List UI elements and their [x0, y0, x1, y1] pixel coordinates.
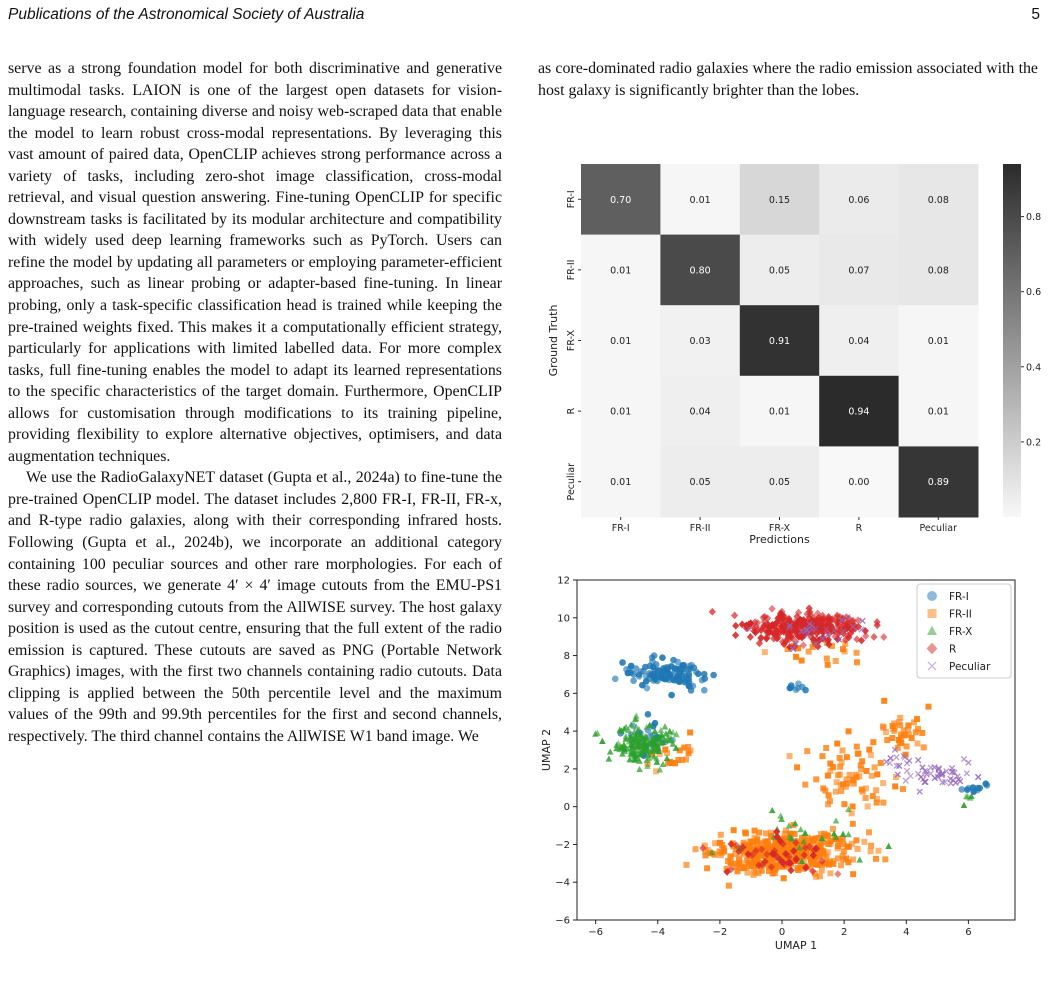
point-fr-ii	[736, 860, 742, 866]
cell-value-label: 0.80	[689, 265, 711, 277]
cell-value-label: 0.01	[610, 265, 632, 277]
point-fr-ii	[863, 795, 869, 801]
point-fr-ii	[799, 658, 805, 664]
point-fr-ii	[841, 801, 847, 807]
point-fr-ii	[819, 867, 825, 873]
point-fr-ii	[892, 783, 898, 789]
point-fr-ii	[833, 658, 839, 664]
cell-value-label: 0.94	[848, 406, 870, 418]
point-fr-ii	[873, 787, 879, 793]
x-axis-label: UMAP 1	[774, 939, 818, 952]
y-tick-label: Peculiar	[566, 462, 577, 501]
point-fr-i	[642, 664, 649, 671]
point-fr-ii	[850, 871, 856, 877]
cell-value-label: 0.04	[689, 406, 711, 418]
legend	[917, 584, 1011, 678]
point-fr-ii	[712, 840, 718, 846]
point-fr-ii	[905, 723, 911, 729]
point-fr-i	[623, 666, 630, 673]
colorbar-tick-label: 0.2	[1026, 437, 1042, 449]
cell-value-label: 0.01	[610, 336, 632, 347]
point-fr-i	[670, 657, 677, 664]
point-fr-i	[687, 665, 694, 672]
point-fr-ii	[904, 743, 910, 749]
x-tick-label: 0	[778, 927, 786, 938]
point-fr-ii	[679, 757, 685, 763]
legend-label: FR-I	[949, 591, 969, 603]
point-fr-ii	[750, 840, 756, 846]
y-tick-label: R	[566, 407, 577, 415]
y-tick-label: 8	[563, 651, 570, 663]
point-fr-ii	[828, 841, 834, 847]
point-fr-ii	[874, 800, 880, 806]
cell-value-label: 0.07	[848, 265, 870, 277]
y-tick-label: FR-II	[566, 259, 577, 281]
point-fr-ii	[880, 800, 886, 806]
y-axis-label: Ground Truth	[547, 304, 560, 377]
point-fr-ii	[882, 856, 888, 862]
point-fr-ii	[896, 737, 902, 743]
point-fr-ii	[846, 728, 852, 734]
point-fr-ii	[743, 830, 749, 836]
point-fr-ii	[838, 788, 844, 794]
point-fr-ii	[837, 772, 843, 778]
point-fr-ii	[735, 868, 741, 874]
point-fr-ii	[802, 782, 808, 788]
point-fr-ii	[868, 752, 874, 758]
point-fr-ii	[794, 764, 800, 770]
umap-scatter-chart	[538, 568, 1018, 960]
point-fr-ii	[840, 853, 846, 859]
cell-value-label: 0.00	[848, 477, 870, 489]
point-fr-i	[788, 682, 795, 689]
x-tick-label: −4	[650, 927, 666, 938]
point-fr-ii	[754, 853, 760, 859]
point-fr-ii	[827, 798, 833, 804]
point-fr-ii	[736, 855, 742, 861]
point-fr-ii	[835, 845, 841, 851]
point-fr-i	[649, 658, 656, 665]
x-tick-label: Peculiar	[919, 523, 958, 534]
point-fr-ii	[880, 780, 886, 786]
point-fr-ii	[919, 730, 925, 736]
point-fr-i	[612, 675, 619, 682]
point-fr-ii	[898, 732, 904, 738]
point-fr-i	[643, 678, 650, 685]
point-fr-ii	[762, 649, 768, 655]
point-fr-ii	[833, 789, 839, 795]
point-fr-ii	[693, 846, 699, 852]
colorbar	[1003, 164, 1021, 517]
point-fr-ii	[721, 845, 727, 851]
point-fr-ii	[866, 829, 872, 835]
cell-value-label: 0.01	[768, 406, 791, 418]
point-fr-i	[982, 780, 989, 787]
colorbar-tick-label: 0.6	[1026, 287, 1042, 299]
point-fr-i	[965, 785, 972, 792]
point-fr-ii	[718, 832, 724, 838]
point-fr-ii	[870, 739, 876, 745]
y-tick-label: −4	[555, 877, 570, 889]
point-fr-i	[630, 677, 637, 684]
point-fr-ii	[906, 732, 912, 738]
point-fr-ii	[681, 745, 687, 751]
cell-value-label: 0.08	[927, 265, 949, 277]
point-fr-i	[675, 678, 682, 685]
point-fr-ii	[824, 656, 830, 662]
point-fr-ii	[795, 867, 801, 873]
page-header	[8, 6, 1040, 28]
point-fr-ii	[751, 872, 757, 878]
point-fr-ii	[844, 754, 850, 760]
point-fr-ii	[845, 859, 851, 865]
point-fr-ii	[854, 659, 860, 665]
cell-value-label: 0.01	[610, 406, 632, 418]
point-fr-ii	[842, 648, 848, 654]
point-fr-ii	[813, 776, 819, 782]
point-fr-ii	[830, 861, 836, 867]
cell-value-label: 0.15	[768, 194, 791, 206]
y-tick-label: −2	[555, 839, 570, 851]
point-fr-i	[655, 668, 662, 675]
point-fr-ii	[830, 826, 836, 832]
cell-value-label: 0.04	[848, 336, 870, 347]
point-fr-ii	[878, 760, 884, 766]
point-fr-ii	[810, 838, 816, 844]
point-fr-ii	[823, 745, 829, 751]
point-fr-i	[710, 672, 717, 679]
point-fr-i	[685, 675, 692, 682]
cell-value-label: 0.01	[927, 336, 949, 347]
left-column	[8, 58, 502, 748]
point-fr-ii	[850, 821, 856, 827]
legend-label: Peculiar	[949, 661, 991, 673]
x-tick-label: FR-II	[689, 523, 711, 534]
point-fr-ii	[726, 883, 732, 889]
y-tick-label: 12	[557, 575, 570, 587]
point-fr-ii	[764, 839, 770, 845]
point-fr-ii	[687, 730, 693, 736]
x-tick-label: 2	[840, 927, 848, 938]
point-fr-ii	[911, 719, 917, 725]
paragraph-2: We use the RadioGalaxyNET dataset (Gupta et al., 2024a) to fine-tune the pre-trained OpenCLIP model. The dataset includes 2,800 FR-I, FR-II, FR-x, and R-type radio galaxies, along with their corresponding infrared hosts. Following (Gupta et al., 2024b), we incorporate an additional category containing 100 peculiar sources and other rare morphologies. For each of these radio sources, we generate 4′ × 4′ image cutouts from the EMU-PS1 survey and corresponding cutouts from the AllWISE survey. The host galaxy position is used as the cutout centre, ensuring that the full extent of the radio emission is captured. These cutouts are saved as PNG (Portable Network Graphics) images, with the first two channels containing radio cutouts. Data clipping is applied between the 50th percentile level and the maximum values of the 99th and 99.9th percentiles for the first and second channels, respectively. The third channel contains the AllWISE W1 band image. We	[8, 469, 502, 745]
y-tick-label: −6	[555, 915, 570, 927]
cell-value-label: 0.05	[768, 265, 791, 277]
x-tick-label: FR-I	[611, 523, 630, 534]
point-fr-ii	[763, 830, 769, 836]
point-fr-ii	[864, 768, 870, 774]
cell-value-label: 0.91	[768, 336, 791, 347]
page-number: 5	[1031, 6, 1040, 23]
point-fr-ii	[915, 740, 921, 746]
y-tick-label: 10	[557, 613, 570, 625]
point-fr-ii	[817, 873, 823, 879]
point-fr-ii	[731, 827, 737, 833]
x-tick-label: −6	[588, 927, 604, 938]
point-fr-i	[681, 669, 688, 676]
x-tick-label: 4	[903, 927, 910, 938]
cell-value-label: 0.01	[927, 406, 949, 418]
point-fr-ii	[851, 781, 857, 787]
point-fr-ii	[818, 841, 824, 847]
point-fr-ii	[881, 725, 887, 731]
point-fr-ii	[683, 862, 689, 868]
point-fr-ii	[839, 759, 845, 765]
x-axis-label: Predictions	[749, 533, 810, 546]
point-fr-i	[701, 687, 708, 694]
x-tick-label: −2	[712, 927, 728, 938]
cell-value-label: 0.08	[927, 194, 949, 206]
point-fr-ii	[890, 726, 896, 732]
point-fr-ii	[786, 753, 792, 759]
paragraph-1: serve as a strong foundation model for both discriminative and generative multimodal tasks. LAION is one of the largest open datasets for vision-language research, containing diverse and noisy web-scraped data that enable the model to learn robust cross-modal representations. By leveraging this vast amount of paired data, OpenCLIP achieves strong performance across a variety of tasks, including zero-shot image classification, cross-modal retrieval, and visual question answering. Fine-tuning OpenCLIP for specific downstream tasks is facilitated by its modular architecture and compatibility with widely used deep learning frameworks such as PyTorch. Users can refine the model by updating all parameters or employing parameter-efficient approaches, such as linear probing or adapter-based fine-tuning. In linear probing, only a task-specific classification head is trained while keeping the pre-trained weights fixed. This makes it a computationally efficient strategy, particularly for applications with limited labelled data. For more complex tasks, full fine-tuning enables the model to adapt its learned representations to the specific characteristics of the target domain. Furthermore, OpenCLIP allows for customisation through modifications to its training pipeline, providing flexibility to explore alternative objectives, optimisers, and data augmentation techniques.	[8, 60, 502, 465]
y-tick-label: 2	[563, 764, 570, 776]
point-fr-ii	[827, 870, 833, 876]
point-fr-ii	[834, 741, 840, 747]
point-fr-ii	[781, 875, 787, 881]
point-fr-ii	[704, 865, 710, 871]
x-tick-label: FR-X	[768, 523, 791, 534]
point-fr-ii	[896, 719, 902, 725]
point-fr-ii	[861, 839, 867, 845]
cell-value-label: 0.06	[848, 194, 870, 206]
point-fr-ii	[921, 744, 927, 750]
point-fr-ii	[859, 786, 865, 792]
point-fr-ii	[913, 729, 919, 735]
cell-value-label: 0.05	[689, 477, 711, 489]
cell-value-label: 0.70	[610, 194, 632, 206]
point-fr-ii	[865, 803, 871, 809]
x-tick-label: 6	[965, 927, 972, 938]
point-fr-ii	[900, 786, 906, 792]
y-tick-label: 0	[563, 802, 570, 814]
point-fr-ii	[875, 848, 881, 854]
point-fr-ii	[838, 862, 844, 868]
point-fr-ii	[870, 793, 876, 799]
point-fr-i	[645, 711, 652, 718]
point-fr-i	[652, 673, 659, 680]
point-fr-i	[927, 591, 937, 601]
point-fr-ii	[866, 747, 872, 753]
point-fr-ii	[758, 840, 764, 846]
right-column-text: as core-dominated radio galaxies where the radio emission associated with the host galaxy is significantly brighter than the lobes.	[538, 60, 1038, 99]
point-fr-ii	[752, 828, 758, 834]
point-fr-ii	[793, 654, 799, 660]
legend-label: FR-X	[949, 626, 973, 638]
x-tick-label: R	[855, 523, 863, 534]
point-fr-ii	[825, 662, 831, 668]
colorbar-tick-label: 0.4	[1026, 362, 1042, 374]
point-fr-ii	[868, 848, 874, 854]
legend-label: FR-II	[949, 608, 972, 621]
point-fr-ii	[889, 735, 895, 741]
legend-label: R	[949, 643, 957, 656]
point-fr-i	[633, 665, 640, 672]
colorbar-tick-label: 0.8	[1026, 212, 1042, 224]
point-fr-ii	[819, 753, 825, 759]
point-fr-ii	[868, 843, 874, 849]
point-fr-i	[976, 785, 983, 792]
y-tick-label: 6	[563, 688, 570, 700]
point-fr-i	[660, 675, 667, 682]
point-fr-ii	[745, 860, 751, 866]
cell-value-label: 0.03	[689, 336, 711, 347]
point-fr-ii	[686, 750, 692, 756]
point-fr-i	[619, 659, 626, 666]
point-fr-ii	[728, 860, 734, 866]
point-fr-ii	[804, 748, 810, 754]
point-fr-ii	[855, 846, 861, 852]
point-fr-ii	[820, 785, 826, 791]
cell-value-label: 0.01	[610, 477, 632, 489]
point-fr-ii	[873, 856, 879, 862]
point-fr-i	[651, 652, 658, 659]
point-fr-i	[659, 654, 666, 661]
point-fr-ii	[854, 744, 860, 750]
confusion-matrix-chart	[538, 157, 1042, 557]
point-fr-ii	[858, 766, 864, 772]
y-tick-label: FR-I	[566, 190, 577, 209]
point-fr-ii	[872, 764, 878, 770]
point-fr-ii	[855, 751, 861, 757]
y-tick-label: 4	[563, 726, 570, 738]
journal-title: Publications of the Astronomical Society of Australia	[8, 6, 365, 23]
point-fr-ii	[928, 609, 937, 618]
point-fr-ii	[844, 843, 850, 849]
point-fr-ii	[881, 698, 887, 704]
point-fr-ii	[840, 747, 846, 753]
point-fr-ii	[869, 773, 875, 779]
cell-value-label: 0.01	[689, 194, 711, 206]
cell-value-label: 0.05	[768, 477, 791, 489]
point-fr-ii	[830, 764, 836, 770]
point-fr-ii	[925, 704, 931, 710]
point-fr-i	[668, 692, 675, 699]
point-fr-ii	[825, 773, 831, 779]
point-fr-i	[662, 667, 669, 674]
point-fr-ii	[850, 804, 856, 810]
point-fr-ii	[824, 855, 830, 861]
cell-value-label: 0.89	[927, 477, 949, 489]
point-fr-ii	[874, 771, 880, 777]
point-fr-i	[702, 675, 709, 682]
point-fr-i	[685, 683, 692, 690]
point-fr-i	[799, 684, 806, 691]
point-fr-i	[695, 670, 702, 677]
point-fr-ii	[744, 870, 750, 876]
y-axis-label: UMAP 2	[540, 728, 553, 772]
y-tick-label: FR-X	[566, 329, 577, 352]
point-fr-ii	[772, 870, 778, 876]
point-fr-ii	[854, 650, 860, 656]
point-fr-ii	[838, 782, 844, 788]
